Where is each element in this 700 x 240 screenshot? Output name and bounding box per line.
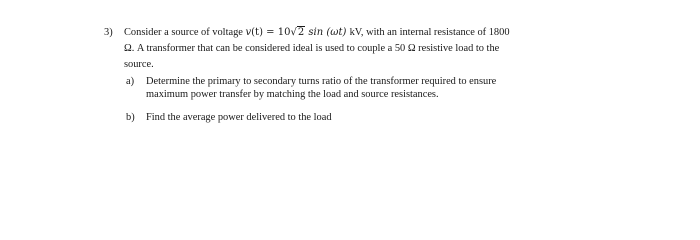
- question-number: 3): [104, 27, 113, 38]
- part-a-text-line-1: Determine the primary to secondary turns ratio of the transformer required to ensure: [146, 76, 497, 87]
- question-line-2: Ω. A transformer that can be considered ideal is used to couple a 50 Ω resistive load to the: [124, 43, 500, 54]
- sine-argument: (ωt): [326, 27, 347, 38]
- question-line-3: source.: [124, 59, 154, 70]
- equals-sign: =: [266, 27, 275, 38]
- part-a-text-line-2: maximum power transfer by matching the load and source resistances.: [146, 89, 439, 100]
- voltage-coefficient: 10: [277, 27, 291, 38]
- part-a-label: a): [126, 76, 135, 87]
- question-text-resistance: kV, with an internal resistance of 1800: [349, 27, 510, 38]
- question-line-1: [124, 26, 510, 39]
- square-root: √2: [290, 27, 305, 38]
- voltage-argument: (t): [251, 27, 263, 38]
- voltage-symbol: v: [245, 27, 252, 38]
- voltage-expression: [246, 27, 350, 38]
- question-text-intro: Consider a source of voltage: [124, 27, 243, 38]
- sine-function: sin: [308, 27, 324, 38]
- radicand: 2: [297, 27, 305, 38]
- part-b-text-line-1: Find the average power delivered to the load: [146, 112, 332, 123]
- part-b-label: b): [126, 112, 135, 123]
